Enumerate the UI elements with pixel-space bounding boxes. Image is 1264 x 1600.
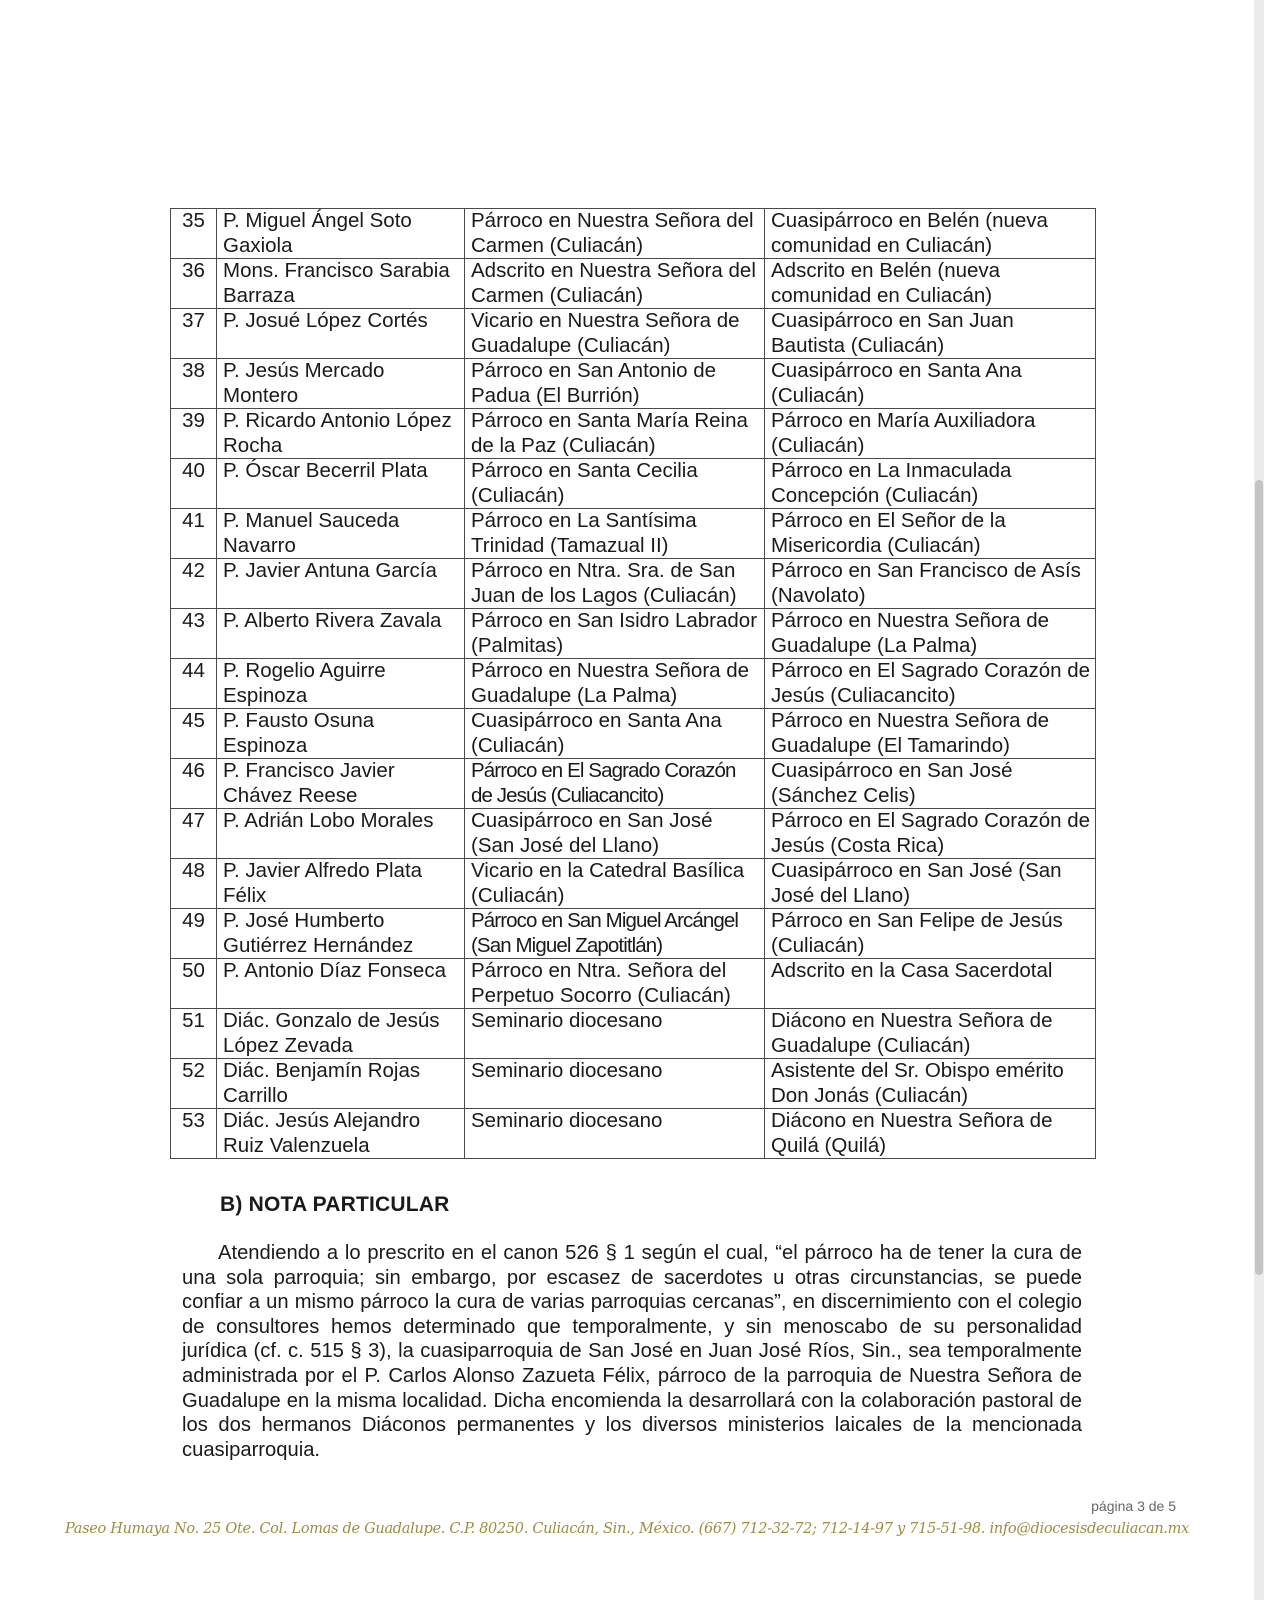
- table-row: [171, 359, 1096, 409]
- row-previous-assignment: Párroco en Nuestra Señora de Guadalupe (La Palma): [465, 659, 765, 709]
- row-number: 49: [171, 909, 217, 959]
- row-previous-assignment: Cuasipárroco en Santa Ana (Culiacán): [465, 709, 765, 759]
- row-previous-assignment: Párroco en Santa María Reina de la Paz (Culiacán): [465, 409, 765, 459]
- row-person-name: P. Ricardo Antonio López Rocha: [217, 409, 465, 459]
- row-new-assignment: Cuasipárroco en San José (San José del Llano): [765, 859, 1096, 909]
- row-previous-assignment: Párroco en La Santísima Trinidad (Tamazual II): [465, 509, 765, 559]
- table-row: [171, 609, 1096, 659]
- row-new-assignment: Diácono en Nuestra Señora de Guadalupe (Culiacán): [765, 1009, 1096, 1059]
- row-previous-assignment: Vicario en la Catedral Basílica (Culiacán): [465, 859, 765, 909]
- row-previous-assignment: Vicario en Nuestra Señora de Guadalupe (Culiacán): [465, 309, 765, 359]
- row-new-assignment: Cuasipárroco en Santa Ana (Culiacán): [765, 359, 1096, 409]
- scrollbar-thumb[interactable]: [1255, 480, 1263, 1275]
- row-person-name: P. Fausto Osuna Espinoza: [217, 709, 465, 759]
- row-person-name: P. Manuel Sauceda Navarro: [217, 509, 465, 559]
- row-previous-assignment: Párroco en Santa Cecilia (Culiacán): [465, 459, 765, 509]
- table-row: [171, 409, 1096, 459]
- row-previous-assignment: Párroco en Nuestra Señora del Carmen (Culiacán): [465, 209, 765, 259]
- row-person-name: P. Francisco Javier Chávez Reese: [217, 759, 465, 809]
- row-number: 39: [171, 409, 217, 459]
- row-number: 40: [171, 459, 217, 509]
- row-person-name: P. Josué López Cortés: [217, 309, 465, 359]
- row-new-assignment: Párroco en San Francisco de Asís (Navolato): [765, 559, 1096, 609]
- row-new-assignment: Diácono en Nuestra Señora de Quilá (Quilá): [765, 1109, 1096, 1159]
- row-new-assignment: Párroco en El Sagrado Corazón de Jesús (Culiacancito): [765, 659, 1096, 709]
- table-row: [171, 1059, 1096, 1109]
- table-row: [171, 659, 1096, 709]
- row-new-assignment: Adscrito en la Casa Sacerdotal: [765, 959, 1096, 1009]
- row-number: 46: [171, 759, 217, 809]
- row-new-assignment: Cuasipárroco en Belén (nueva comunidad en Culiacán): [765, 209, 1096, 259]
- row-number: 43: [171, 609, 217, 659]
- table-row: [171, 459, 1096, 509]
- row-previous-assignment: Párroco en Ntra. Señora del Perpetuo Socorro (Culiacán): [465, 959, 765, 1009]
- row-person-name: P. Javier Alfredo Plata Félix: [217, 859, 465, 909]
- row-number: 37: [171, 309, 217, 359]
- table-row: [171, 309, 1096, 359]
- table-row: [171, 1009, 1096, 1059]
- row-new-assignment: Párroco en Nuestra Señora de Guadalupe (El Tamarindo): [765, 709, 1096, 759]
- row-previous-assignment: Adscrito en Nuestra Señora del Carmen (Culiacán): [465, 259, 765, 309]
- row-new-assignment: Párroco en La Inmaculada Concepción (Culiacán): [765, 459, 1096, 509]
- row-person-name: Mons. Francisco Sarabia Barraza: [217, 259, 465, 309]
- table-row: [171, 709, 1096, 759]
- row-new-assignment: Cuasipárroco en San Juan Bautista (Culiacán): [765, 309, 1096, 359]
- row-previous-assignment: Seminario diocesano: [465, 1059, 765, 1109]
- row-number: 41: [171, 509, 217, 559]
- assignments-table: [170, 208, 1096, 1159]
- row-number: 48: [171, 859, 217, 909]
- row-person-name: P. Adrián Lobo Morales: [217, 809, 465, 859]
- vertical-scrollbar[interactable]: [1254, 0, 1264, 1600]
- row-number: 38: [171, 359, 217, 409]
- row-new-assignment: Párroco en El Sagrado Corazón de Jesús (Costa Rica): [765, 809, 1096, 859]
- row-person-name: P. Óscar Becerril Plata: [217, 459, 465, 509]
- table-row: [171, 509, 1096, 559]
- table-row: [171, 259, 1096, 309]
- row-new-assignment: Cuasipárroco en San José (Sánchez Celis): [765, 759, 1096, 809]
- section-heading: B) NOTA PARTICULAR: [220, 1193, 450, 1216]
- table-row: [171, 909, 1096, 959]
- table-row: [171, 559, 1096, 609]
- row-number: 51: [171, 1009, 217, 1059]
- table-row: [171, 959, 1096, 1009]
- row-number: 44: [171, 659, 217, 709]
- table-row: [171, 209, 1096, 259]
- page-number: página 3 de 5: [1091, 1498, 1176, 1514]
- row-new-assignment: Párroco en El Señor de la Misericordia (Culiacán): [765, 509, 1096, 559]
- row-number: 35: [171, 209, 217, 259]
- row-person-name: P. Alberto Rivera Zavala: [217, 609, 465, 659]
- assignments-table-body: [171, 209, 1096, 1159]
- table-row: [171, 809, 1096, 859]
- row-person-name: P. Miguel Ángel Soto Gaxiola: [217, 209, 465, 259]
- row-previous-assignment: Párroco en San Antonio de Padua (El Burrión): [465, 359, 765, 409]
- row-previous-assignment: Seminario diocesano: [465, 1009, 765, 1059]
- row-previous-assignment: Párroco en El Sagrado Corazón de Jesús (Culiacancito): [465, 759, 765, 809]
- section-paragraph: Atendiendo a lo prescrito en el canon 526 § 1 según el cual, “el párroco ha de tener la cura de una sola parroquia; sin embargo, por escasez de sacerdotes u otras circunstancias, se puede confiar a un mismo párroco la cura de varias parroquias cercanas”, en discernimiento con el colegio de consultores hemos determinado que temporalmente, y sin menoscabo de su personalidad jurídica (cf. c. 515 § 3), la cuasiparroquia de San José en Juan José Ríos, Sin., sea temporalmente administrada por el P. Carlos Alonso Zazueta Félix, párroco de la parroquia de Nuestra Señora de Guadalupe en la misma localidad. Dicha encomienda la desarrollará con la colaboración pastoral de los dos hermanos Diáconos permanentes y los diversos ministerios laicales de la mencionada cuasiparroquia.: [182, 1242, 1082, 1461]
- table-row: [171, 759, 1096, 809]
- row-number: 53: [171, 1109, 217, 1159]
- row-new-assignment: Adscrito en Belén (nueva comunidad en Culiacán): [765, 259, 1096, 309]
- row-number: 52: [171, 1059, 217, 1109]
- row-previous-assignment: Párroco en Ntra. Sra. de San Juan de los Lagos (Culiacán): [465, 559, 765, 609]
- row-number: 42: [171, 559, 217, 609]
- row-previous-assignment: Cuasipárroco en San José (San José del Llano): [465, 809, 765, 859]
- row-previous-assignment: Seminario diocesano: [465, 1109, 765, 1159]
- row-number: 50: [171, 959, 217, 1009]
- row-person-name: P. Antonio Díaz Fonseca: [217, 959, 465, 1009]
- row-person-name: P. José Humberto Gutiérrez Hernández: [217, 909, 465, 959]
- row-number: 36: [171, 259, 217, 309]
- row-new-assignment: Párroco en María Auxiliadora (Culiacán): [765, 409, 1096, 459]
- row-new-assignment: Asistente del Sr. Obispo emérito Don Jonás (Culiacán): [765, 1059, 1096, 1109]
- row-previous-assignment: Párroco en San Miguel Arcángel (San Miguel Zapotitlán): [465, 909, 765, 959]
- row-person-name: Diác. Gonzalo de Jesús López Zevada: [217, 1009, 465, 1059]
- row-new-assignment: Párroco en San Felipe de Jesús (Culiacán): [765, 909, 1096, 959]
- row-previous-assignment: Párroco en San Isidro Labrador (Palmitas): [465, 609, 765, 659]
- row-person-name: Diác. Benjamín Rojas Carrillo: [217, 1059, 465, 1109]
- table-row: [171, 859, 1096, 909]
- row-number: 45: [171, 709, 217, 759]
- footer-address: Paseo Humaya No. 25 Ote. Col. Lomas de Guadalupe. C.P. 80250. Culiacán, Sin., México. (667) 712-32-72; 712-14-97 y 715-51-98. info@diocesisdeculiacan.mx: [64, 1521, 1189, 1537]
- row-number: 47: [171, 809, 217, 859]
- row-person-name: P. Jesús Mercado Montero: [217, 359, 465, 409]
- row-person-name: P. Javier Antuna García: [217, 559, 465, 609]
- row-person-name: P. Rogelio Aguirre Espinoza: [217, 659, 465, 709]
- row-new-assignment: Párroco en Nuestra Señora de Guadalupe (La Palma): [765, 609, 1096, 659]
- row-person-name: Diác. Jesús Alejandro Ruiz Valenzuela: [217, 1109, 465, 1159]
- table-row: [171, 1109, 1096, 1159]
